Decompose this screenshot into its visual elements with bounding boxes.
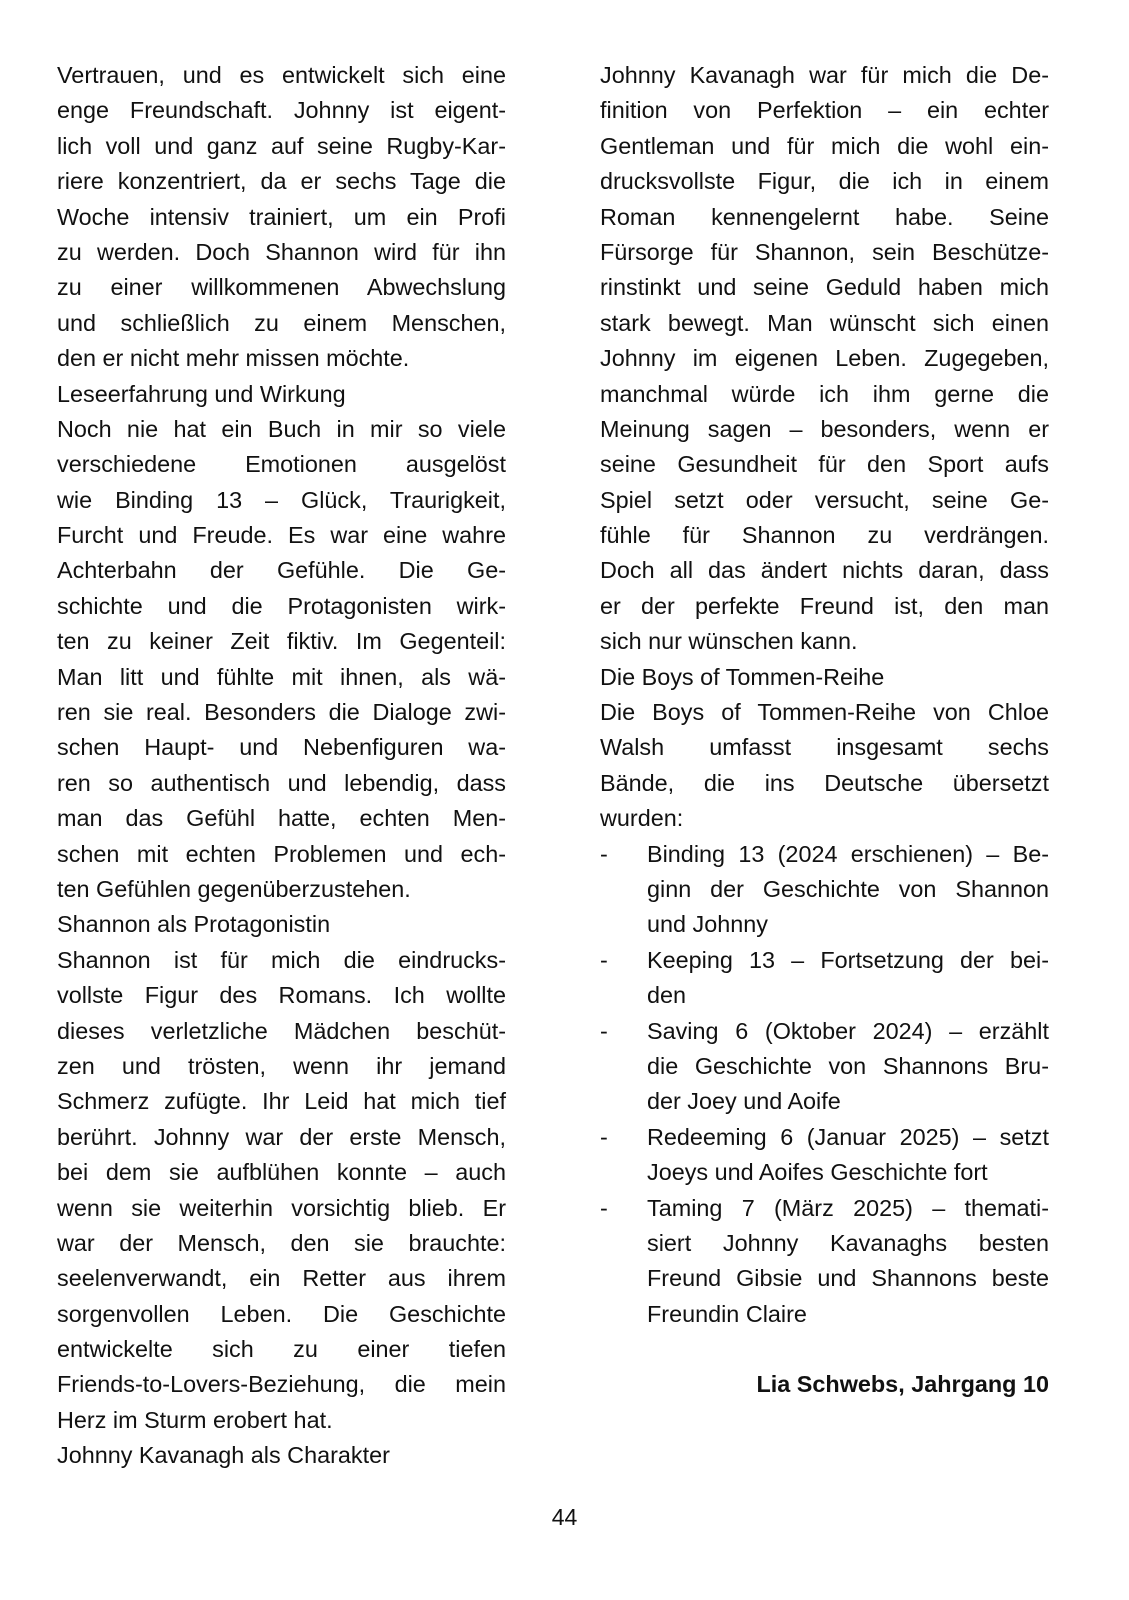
text-line: und schließlich zu einem Menschen, (57, 309, 506, 336)
bullet-dash: - (600, 1017, 608, 1044)
left-column (57, 58, 506, 1474)
list-item-line: Freund Gibsie und Shannons beste (647, 1265, 1049, 1292)
text-line: Achterbahn der Gefühle. Die Ge- (57, 557, 506, 584)
text-line: zen und trösten, wenn ihr jemand (57, 1052, 506, 1079)
text-line: sich nur wünschen kann. (600, 628, 858, 655)
text-line: berührt. Johnny war der erste Mensch, (57, 1123, 506, 1150)
book-series-list (600, 837, 1049, 1332)
spacer (600, 1332, 1049, 1367)
text-line: Vertrauen, und es entwickelt sich eine (57, 62, 506, 88)
author-signature: Lia Schwebs, Jahrgang 10 (756, 1371, 1049, 1398)
list-item-line: ginn der Geschichte von Shannon (647, 875, 1049, 902)
text-line: fühle für Shannon zu verdrängen. (600, 522, 1049, 549)
list-item-line: Joeys und Aoifes Geschichte fort (647, 1159, 988, 1186)
text-line: sorgenvollen Leben. Die Geschichte (57, 1300, 506, 1327)
text-line: zu einer willkommenen Abwechslung (57, 274, 506, 301)
list-item-line: den (647, 982, 687, 1009)
text-line: manchmal würde ich ihm gerne die (600, 380, 1049, 407)
text-line: zu werden. Doch Shannon wird für ihn (57, 238, 506, 265)
text-line: Shannon ist für mich die eindrucks- (57, 946, 506, 973)
list-item (600, 1191, 1049, 1333)
text-line: seelenverwandt, ein Retter aus ihrem (57, 1265, 506, 1292)
text-line: drucksvollste Figur, die ich in einem (600, 168, 1049, 195)
text-line: ten Gefühlen gegenüberzustehen. (57, 875, 411, 902)
text-line: entwickelte sich zu einer tiefen (57, 1336, 506, 1363)
list-item-line: die Geschichte von Shannons Bru- (647, 1052, 1049, 1079)
text-line: Man litt und fühlte mit ihnen, als wä- (57, 663, 506, 690)
section-heading: Shannon als Protagonistin (57, 911, 331, 938)
text-line: schen Haupt- und Nebenfiguren wa- (57, 734, 506, 761)
text-line: er der perfekte Freund ist, den man (600, 592, 1049, 619)
list-item-line: Binding 13 (2024 erschienen) – Be- (647, 840, 1049, 867)
text-line: war der Mensch, den sie brauchte: (57, 1229, 506, 1256)
list-item (600, 1014, 1049, 1120)
text-line: Roman kennengelernt habe. Seine (600, 203, 1049, 230)
text-line: schen mit echten Problemen und ech- (57, 840, 506, 867)
text-line: vollste Figur des Romans. Ich wollte (57, 982, 506, 1009)
page-number: 44 (551, 1504, 578, 1530)
text-line: Spiel setzt oder versucht, seine Ge- (600, 486, 1049, 513)
section-heading: Die Boys of Tommen-Reihe (600, 663, 885, 690)
text-line: rinstinkt und seine Geduld haben mich (600, 274, 1049, 301)
list-item-line: siert Johnny Kavanaghs besten (647, 1229, 1049, 1256)
text-line: Herz im Sturm erobert hat. (57, 1406, 333, 1433)
bullet-dash: - (600, 946, 608, 973)
right-column (600, 58, 1049, 1403)
text-line: Die Boys of Tommen-Reihe von Chloe (600, 699, 1049, 726)
text-line: Fürsorge für Shannon, sein Beschütze- (600, 238, 1049, 265)
text-line: Meinung sagen – besonders, wenn er (600, 415, 1049, 442)
bullet-dash: - (600, 840, 608, 867)
list-item-line: der Joey und Aoife (647, 1088, 841, 1115)
list-item (600, 943, 1049, 1014)
list-item-line: Saving 6 (Oktober 2024) – erzählt (647, 1017, 1049, 1044)
text-line: den er nicht mehr missen möchte. (57, 345, 410, 372)
text-line: Schmerz zufügte. Ihr Leid hat mich tief (57, 1088, 506, 1115)
text-line: Furcht und Freude. Es war eine wahre (57, 522, 506, 549)
list-item-line: Keeping 13 – Fortsetzung der bei- (647, 946, 1049, 973)
text-line: schichte und die Protagonisten wirk- (57, 592, 506, 619)
list-item (600, 1120, 1049, 1191)
text-line: man das Gefühl hatte, echten Men- (57, 805, 506, 832)
text-line: wie Binding 13 – Glück, Traurigkeit, (57, 486, 506, 513)
text-line: finition von Perfektion – ein echter (600, 97, 1049, 124)
text-line: Bände, die ins Deutsche übersetzt (600, 769, 1049, 796)
text-line: ten zu keiner Zeit fiktiv. Im Gegenteil: (57, 628, 506, 655)
text-line: Doch all das ändert nichts daran, dass (600, 557, 1049, 584)
text-line: bei dem sie aufblühen konnte – auch (57, 1159, 506, 1186)
bullet-dash: - (600, 1194, 608, 1221)
text-line: dieses verletzliche Mädchen beschüt- (57, 1017, 506, 1044)
text-line: wurden: (600, 805, 684, 832)
list-item (600, 837, 1049, 943)
text-line: stark bewegt. Man wünscht sich einen (600, 309, 1049, 336)
list-item-line: Freundin Claire (647, 1300, 807, 1327)
bullet-dash: - (600, 1123, 608, 1150)
section-heading: Johnny Kavanagh als Charakter (57, 1442, 390, 1469)
text-line: Johnny im eigenen Leben. Zugegeben, (600, 345, 1049, 372)
text-line: seine Gesundheit für den Sport aufs (600, 451, 1049, 478)
right-column-body (600, 58, 1049, 837)
text-line: Woche intensiv trainiert, um ein Profi (57, 203, 506, 230)
list-item-line: und Johnny (647, 911, 768, 938)
text-line: verschiedene Emotionen ausgelöst (57, 451, 506, 478)
text-line: Noch nie hat ein Buch in mir so viele (57, 415, 506, 442)
text-line: enge Freundschaft. Johnny ist eigent- (57, 97, 506, 124)
list-item-line: Redeeming 6 (Januar 2025) – setzt (647, 1123, 1049, 1150)
text-line: ren so authentisch und lebendig, dass (57, 769, 506, 796)
text-line: riere konzentriert, da er sechs Tage die (57, 168, 506, 195)
text-line: Friends-to-Lovers-Beziehung, die mein (57, 1371, 506, 1398)
section-heading: Leseerfahrung und Wirkung (57, 380, 346, 407)
text-line: ren sie real. Besonders die Dialoge zwi- (57, 699, 506, 726)
text-line: Walsh umfasst insgesamt sechs (600, 734, 1049, 761)
text-line: wenn sie weiterhin vorsichtig blieb. Er (57, 1194, 506, 1221)
text-line: lich voll und ganz auf seine Rugby-Kar- (57, 132, 506, 159)
text-line: Johnny Kavanagh war für mich die De- (600, 62, 1049, 88)
text-line: Gentleman und für mich die wohl ein- (600, 132, 1049, 159)
list-item-line: Taming 7 (März 2025) – themati- (647, 1194, 1049, 1221)
